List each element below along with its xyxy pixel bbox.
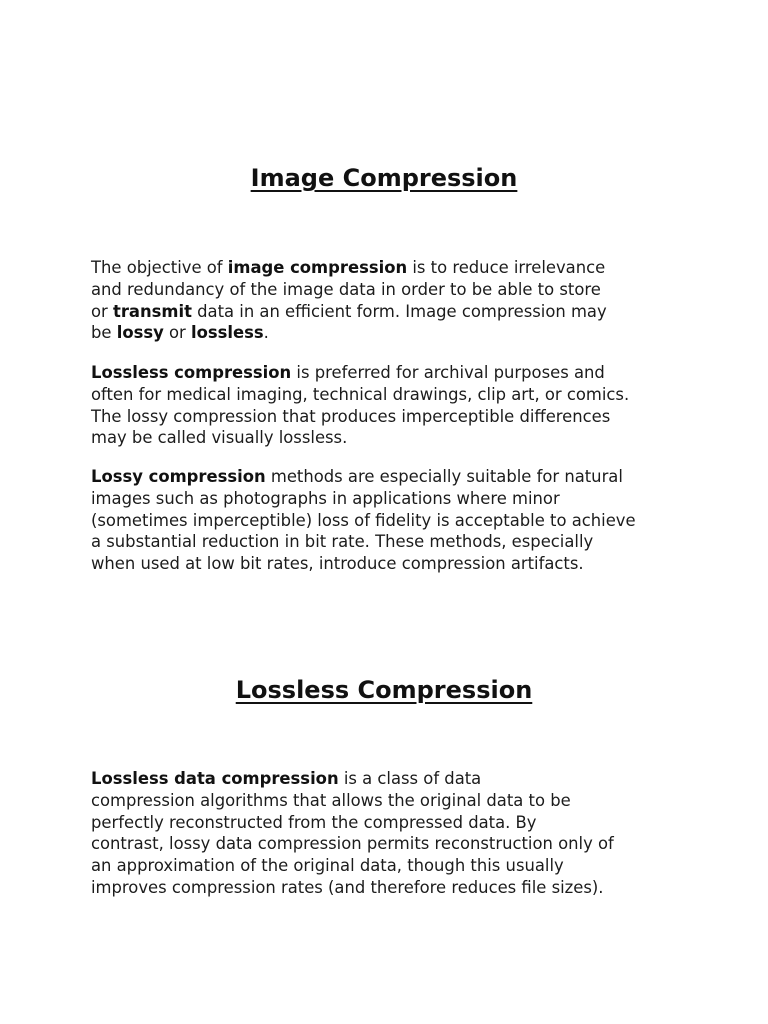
text-run: or xyxy=(91,301,113,321)
text-line xyxy=(91,322,691,344)
text-run: contrast, lossy data compression permits reconstruction only of xyxy=(91,834,614,854)
text-run: data in an efficient form. Image compression may xyxy=(191,301,607,321)
text-line xyxy=(91,406,691,428)
text-run: The objective of xyxy=(91,258,228,277)
text-line xyxy=(91,531,691,553)
text-line xyxy=(91,510,691,532)
text-line xyxy=(91,812,691,834)
text-run: a substantial reduction in bit rate. These methods, especially xyxy=(91,532,594,552)
bold-term: image compression xyxy=(227,258,408,277)
text-run: compression algorithms that allows the original data to be xyxy=(91,790,571,810)
text-run: be xyxy=(91,323,117,343)
text-run: is to reduce irrelevance xyxy=(407,258,606,277)
text-line xyxy=(91,427,691,449)
paragraph-lossy-usage xyxy=(91,466,691,575)
text-run: often for medical imaging, technical drawings, clip art, or comics. xyxy=(91,384,630,404)
text-run: an approximation of the original data, though this usually xyxy=(91,856,564,876)
bold-term: Lossless data compression xyxy=(91,769,339,788)
text-run: may be called visually lossless. xyxy=(91,428,348,448)
text-line xyxy=(91,488,691,510)
section-heading-image-compression xyxy=(0,163,768,193)
text-line xyxy=(91,384,691,406)
text-line xyxy=(91,466,691,488)
text-run: (sometimes imperceptible) loss of fidelity is acceptable to achieve xyxy=(91,510,636,530)
bold-term: transmit xyxy=(112,301,192,321)
text-run: images such as photographs in applications where minor xyxy=(91,488,560,508)
bold-term: Lossy compression xyxy=(91,467,266,486)
text-run: is preferred for archival purposes and xyxy=(291,363,605,382)
text-run: improves compression rates (and therefore reduces file sizes). xyxy=(91,877,604,897)
text-run: methods are especially suitable for natural xyxy=(265,467,623,486)
text-run: . xyxy=(263,323,269,343)
text-run: or xyxy=(163,323,191,343)
text-run: The lossy compression that produces imperceptible differences xyxy=(91,406,611,426)
text-line xyxy=(91,279,691,301)
text-line xyxy=(91,790,691,812)
paragraph-lossless-usage xyxy=(91,362,691,449)
text-line xyxy=(91,257,691,279)
text-line xyxy=(91,768,691,790)
text-run: when used at low bit rates, introduce compression artifacts. xyxy=(91,554,584,574)
bold-term: lossy xyxy=(116,323,164,343)
paragraph-objective xyxy=(91,257,691,344)
text-line xyxy=(91,301,691,323)
text-run: is a class of data xyxy=(338,769,482,788)
section-heading-lossless-compression xyxy=(0,675,768,705)
heading-text: Lossless Compression xyxy=(235,676,533,704)
text-line xyxy=(91,877,691,899)
text-run: and redundancy of the image data in order to be able to store xyxy=(91,279,601,299)
bold-term: Lossless compression xyxy=(91,363,292,382)
text-line xyxy=(91,553,691,575)
text-run: perfectly reconstructed from the compressed data. By xyxy=(91,812,537,832)
bold-term: lossless xyxy=(190,323,264,343)
paragraph-lossless-definition xyxy=(91,768,691,899)
text-line xyxy=(91,362,691,384)
heading-text: Image Compression xyxy=(250,164,518,192)
text-line xyxy=(91,855,691,877)
text-line xyxy=(91,833,691,855)
